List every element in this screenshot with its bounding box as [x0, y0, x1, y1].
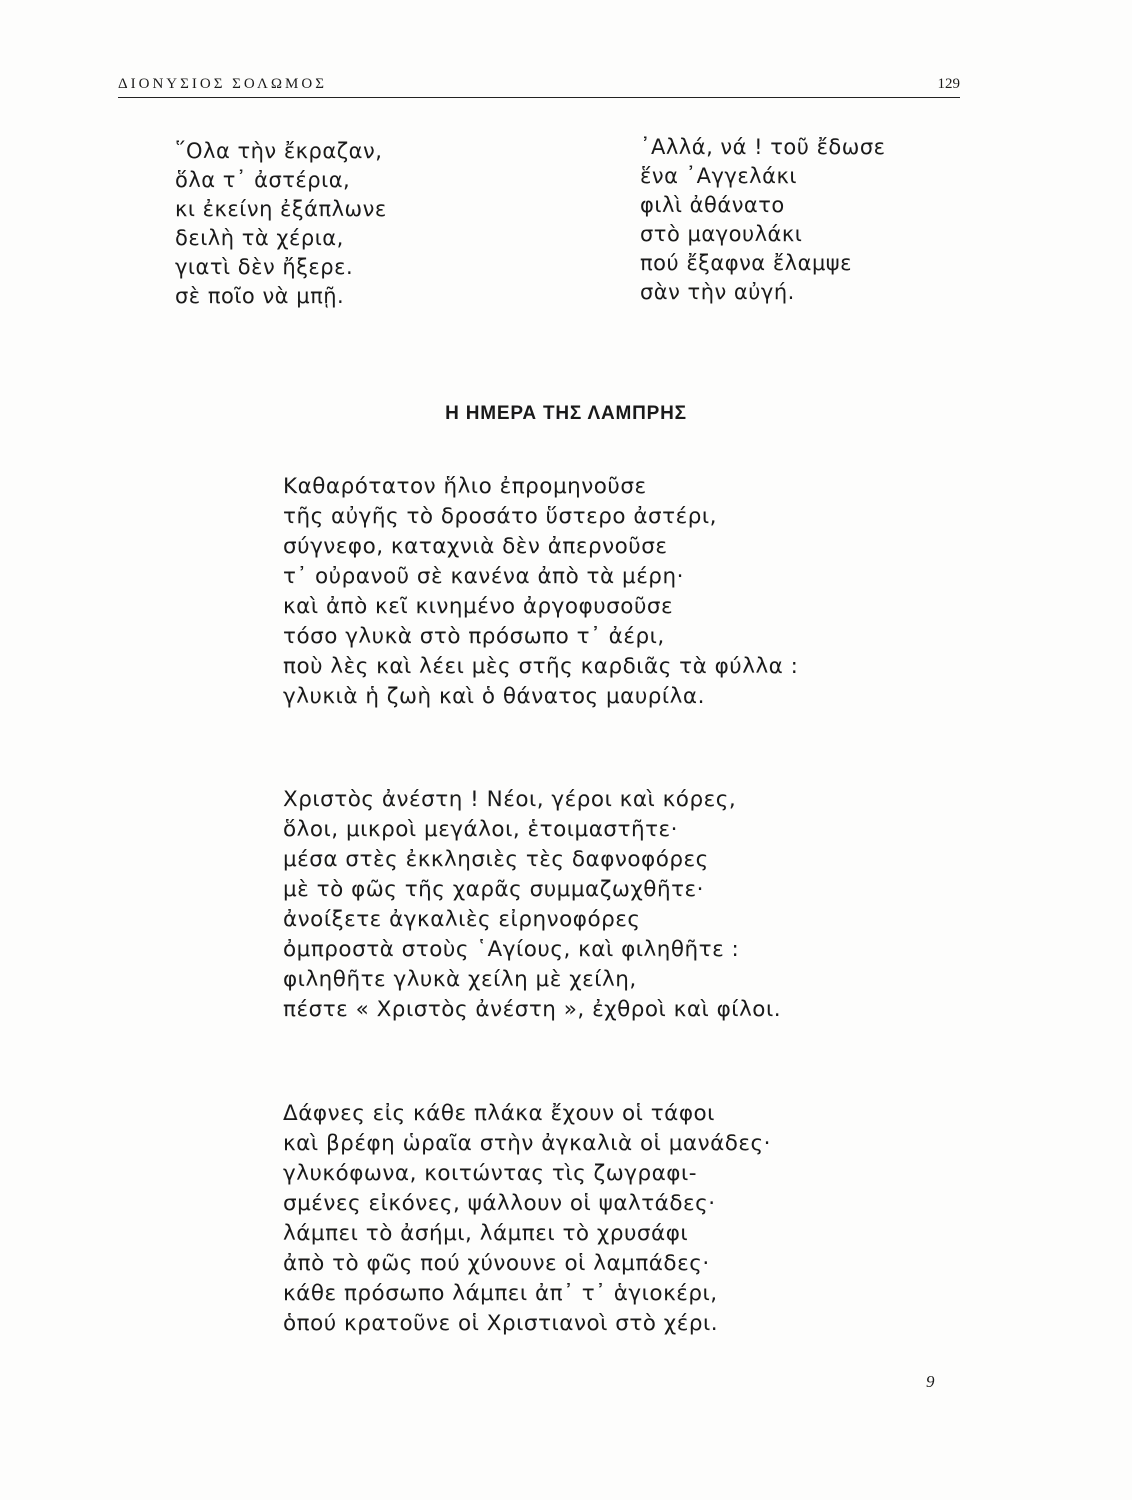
verse-line: πού ἔξαφνα ἔλαμψε — [640, 251, 853, 275]
verse-line: καὶ ἀπὸ κεῖ κινημένο ἀργοφυσοῦσε — [283, 594, 674, 619]
verse-line: ἀνοίξετε ἀγκαλιὲς εἰρηνοφόρες — [283, 907, 641, 932]
poem-title: Η ΗΜΕΡΑ ΤΗΣ ΛΑΜΠΡΗΣ — [445, 403, 687, 424]
verse-line: τόσο γλυκὰ στὸ πρόσωπο τ᾽ ἀέρι, — [283, 624, 665, 649]
header-rule — [118, 97, 960, 98]
verse-line: Δάφνες εἰς κάθε πλάκα ἔχουν οἱ τάφοι — [283, 1101, 715, 1126]
verse-line: ἀπὸ τὸ φῶς πού χύνουνε οἱ λαμπάδες· — [283, 1251, 710, 1276]
verse-line: φιλὶ ἀθάνατο — [640, 193, 785, 217]
prelude-right-stanza — [640, 133, 886, 307]
verse-line: ᾿Αλλά, νά ! τοῦ ἔδωσε — [640, 135, 886, 159]
prelude-left-stanza — [175, 137, 387, 311]
verse-line: ῞Ολα τὴν ἔκραζαν, — [175, 139, 383, 163]
verse-line: ὅλα τ᾽ ἀστέρια, — [175, 168, 351, 192]
signature-mark: 9 — [926, 1372, 935, 1391]
verse-line: ποὺ λὲς καὶ λέει μὲς στῆς καρδιᾶς τὰ φύλλα : — [283, 654, 799, 679]
verse-line: τ᾽ οὐρανοῦ σὲ κανένα ἀπὸ τὰ μέρη· — [283, 564, 684, 589]
verse-line: σύγνεφο, καταχνιὰ δὲν ἀπερνοῦσε — [283, 534, 668, 559]
verse-line: δειλὴ τὰ χέρια, — [175, 226, 344, 250]
verse-line: σμένες εἰκόνες, ψάλλουν οἱ ψαλτάδες· — [283, 1191, 716, 1216]
verse-line: λάμπει τὸ ἀσήμι, λάμπει τὸ χρυσάφι — [283, 1221, 689, 1246]
verse-line: πέστε « Χριστὸς ἀνέστη », ἐχθροὶ καὶ φίλοι. — [283, 997, 782, 1022]
verse-line: καὶ βρέφη ὡραῖα στὴν ἀγκαλιὰ οἱ μανάδες· — [283, 1131, 772, 1156]
verse-line: φιληθῆτε γλυκὰ χείλη μὲ χείλη, — [283, 967, 637, 992]
verse-line: γλυκόφωνα, κοιτώντας τὶς ζωγραφι- — [283, 1161, 698, 1186]
verse-line: Καθαρότατον ἥλιο ἐπρομηνοῦσε — [283, 474, 647, 499]
verse-line: ἕνα ᾿Αγγελάκι — [640, 164, 797, 188]
verse-line: ὅλοι, μικροὶ μεγάλοι, ἑτοιμαστῆτε· — [283, 817, 678, 842]
poem-stanza-1 — [283, 472, 798, 712]
author-name: ΔΙΟΝΥΣΙΟΣ ΣΟΛΩΜΟΣ — [118, 76, 327, 92]
poem-stanza-2 — [283, 785, 781, 1025]
page-number: 129 — [937, 76, 960, 92]
verse-line: γιατὶ δὲν ἤξερε. — [175, 255, 354, 279]
verse-line: γλυκιὰ ἡ ζωὴ καὶ ὁ θάνατος μαυρίλα. — [283, 684, 705, 709]
verse-line: τῆς αὐγῆς τὸ δροσάτο ὕστερο ἀστέρι, — [283, 504, 717, 529]
verse-line: στὸ μαγουλάκι — [640, 222, 803, 246]
verse-line: σὰν τὴν αὐγή. — [640, 280, 795, 304]
verse-line: σὲ ποῖο νὰ μπῇ. — [175, 284, 345, 308]
verse-line: ὀμπροστὰ στοὺς ῾Αγίους, καὶ φιληθῆτε : — [283, 937, 740, 962]
poem-stanza-3 — [283, 1099, 771, 1339]
verse-line: ὁπού κρατοῦνε οἱ Χριστιανοὶ στὸ χέρι. — [283, 1311, 719, 1336]
verse-line: μὲ τὸ φῶς τῆς χαρᾶς συμμαζωχθῆτε· — [283, 877, 704, 902]
verse-line: κάθε πρόσωπο λάμπει ἀπ᾽ τ᾽ ἁγιοκέρι, — [283, 1281, 718, 1306]
verse-line: Χριστὸς ἀνέστη ! Νέοι, γέροι καὶ κόρες, — [283, 787, 737, 812]
verse-line: μέσα στὲς ἐκκλησιὲς τὲς δαφνοφόρες — [283, 847, 709, 872]
running-header — [118, 70, 960, 100]
verse-line: κι ἐκείνη ἐξάπλωνε — [175, 197, 387, 221]
